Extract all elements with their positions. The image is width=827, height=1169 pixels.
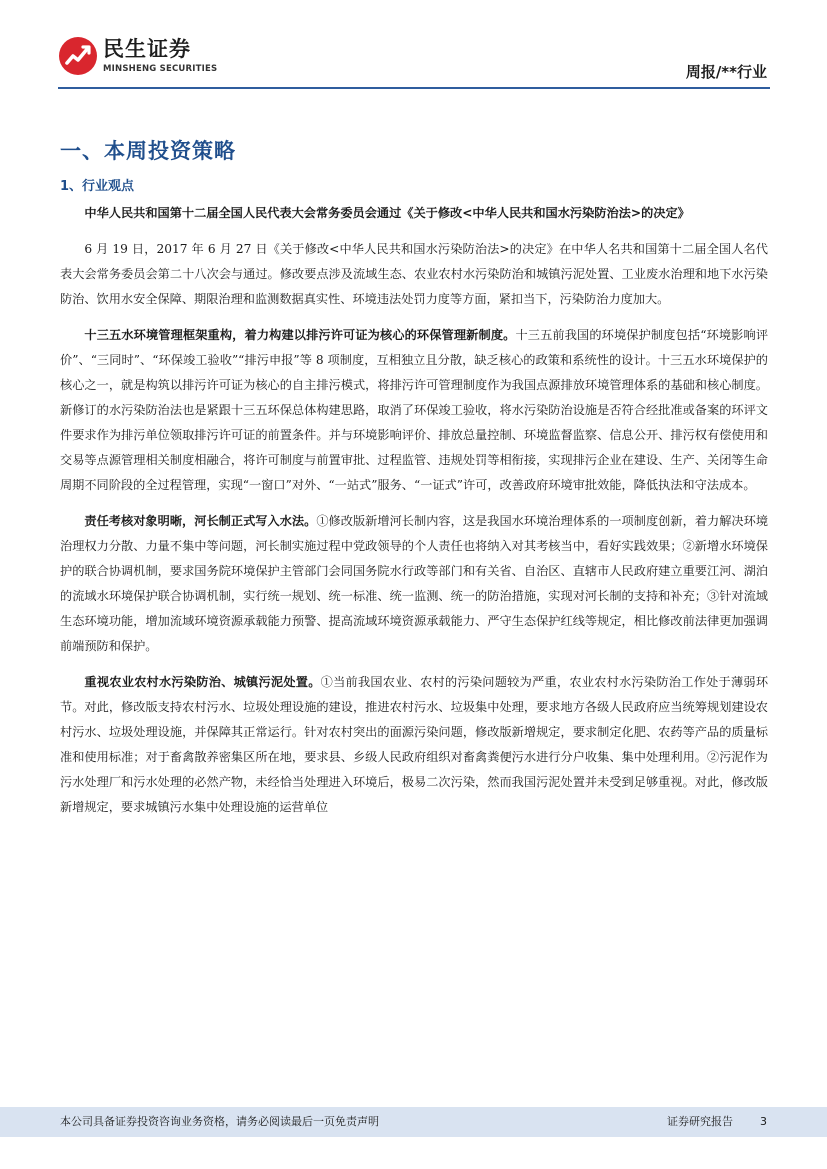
company-name-cn: 民生证券 — [103, 37, 191, 61]
paragraph-2 — [60, 323, 768, 498]
section-title: 一、本周投资策略 — [60, 139, 236, 163]
paragraph-3-lead: 责任考核对象明晰，河长制正式写入水法。 — [84, 514, 317, 528]
minsheng-logo-icon — [58, 36, 98, 76]
footer-disclaimer: 本公司具备证券投资咨询业务资格，请务必阅读最后一页免责声明 — [60, 1115, 379, 1128]
paragraph-3-body: ①修改版新增河长制内容，这是我国水环境治理体系的一项制度创新，着力解决环境治理权力分散、力量不集中等问题，河长制实施过程中党政领导的个人责任也将纳入对其考核当中，看好实践效果；②新增水环境保护的联合协调机制，要求国务院环境保护主管部门会同国务院水行政等部门和有关省、自治区、直辖市人民政府建立重要江河、湖泊的流域水环境保护联合协调机制，实行统一规划、统一标准、统一监测、统一的防治措施，实现对河长制的支持和补充；③针对流域生态环境功能，增加流域环境资源承载能力预警、提高流域环境资源承载能力、严守生态保护红线等规定，相比修改前法律更加强调前端预防和保护。 — [60, 514, 769, 653]
paragraph-3 — [60, 509, 768, 659]
report-category-tag: 周报/**行业 — [685, 63, 767, 81]
paragraph-2-body: 十三五前我国的环境保护制度包括“环境影响评价”、“三同时”、“环保竣工验收”“排污申报”等 8 项制度，互相独立且分散，缺乏核心的政策和系统性的设计。十三五水环境保护的核心之一，就是构筑以排污许可证为核心的自主排污模式，将排污许可管理制度作为我国点源排放环境管理体系的基础和核心制度。新修订的水污染防治法也是紧跟十三五环保总体构建思路，取消了环保竣工验收，将水污染防治设施是否符合经批准或备案的环评文件要求作为排污单位领取排污许可证的前置条件。并与环境影响评价、排放总量控制、环境监督监察、信息公开、排污权有偿使用和交易等点源管理相关制度相融合，将许可制度与前置审批、过程监管、违规处罚等相衔接，实现排污企业在建设、生产、关闭等生命周期不同阶段的全过程管理，实现“一窗口”对外、“一站式”服务、“一证式”许可，改善政府环境审批效能，降低执法和守法成本。 — [60, 328, 769, 492]
page-number: 3 — [760, 1115, 767, 1128]
page-footer — [0, 1107, 827, 1137]
company-name-en: MINSHENG SECURITIES — [103, 64, 218, 74]
subsection-title: 1、行业观点 — [60, 179, 135, 194]
page-header — [0, 0, 827, 92]
paragraph-4-lead: 重视农业农村水污染防治、城镇污泥处置。 — [84, 675, 321, 689]
paragraph-2-lead: 十三五水环境管理框架重构，着力构建以排污许可证为核心的环保管理新制度。 — [84, 328, 516, 342]
paragraph-1: 6 月 19 日，2017 年 6 月 27 日《关于修改<中华人民共和国水污染防治法>的决定》在中华人名共和国第十二届全国人名代表大会常务委员会第二十八次会与通过。修改要点涉及流域生态、农业农村水污染防治和城镇污泥处置、工业废水治理和地下水污染防治、饮用水安全保障、期限治理和监测数据真实性、环境违法处罚力度等方面，紧扣当下，污染防治力度加大。 — [60, 242, 768, 306]
footer-document-type: 证券研究报告 — [667, 1115, 733, 1128]
article-body — [60, 201, 768, 820]
paragraph-4-body: ①当前我国农业、农村的污染问题较为严重，农业农村水污染防治工作处于薄弱环节。对此，修改版支持农村污水、垃圾处理设施的建设，推进农村污水、垃圾集中处理，要求地方各级人民政府应当统筹规划建设农村污水、垃圾处理设施，并保障其正常运行。针对农村突出的面源污染问题，修改版新增规定，要求制定化肥、农药等产品的质量标准和使用标准；对于畜禽散养密集区所在地，要求县、乡级人民政府组织对畜禽粪便污水进行分户收集、集中处理利用。②污泥作为污水处理厂和污水处理的必然产物，未经恰当处理进入环境后，极易二次污染，然而我国污泥处置并未受到足够重视。对此，修改版新增规定，要求城镇污水集中处理设施的运营单位 — [60, 675, 769, 814]
paragraph-4 — [60, 670, 768, 820]
news-headline: 中华人民共和国第十二届全国人民代表大会常务委员会通过《关于修改<中华人民共和国水污染防治法>的决定》 — [84, 206, 690, 220]
header-divider — [58, 87, 770, 89]
